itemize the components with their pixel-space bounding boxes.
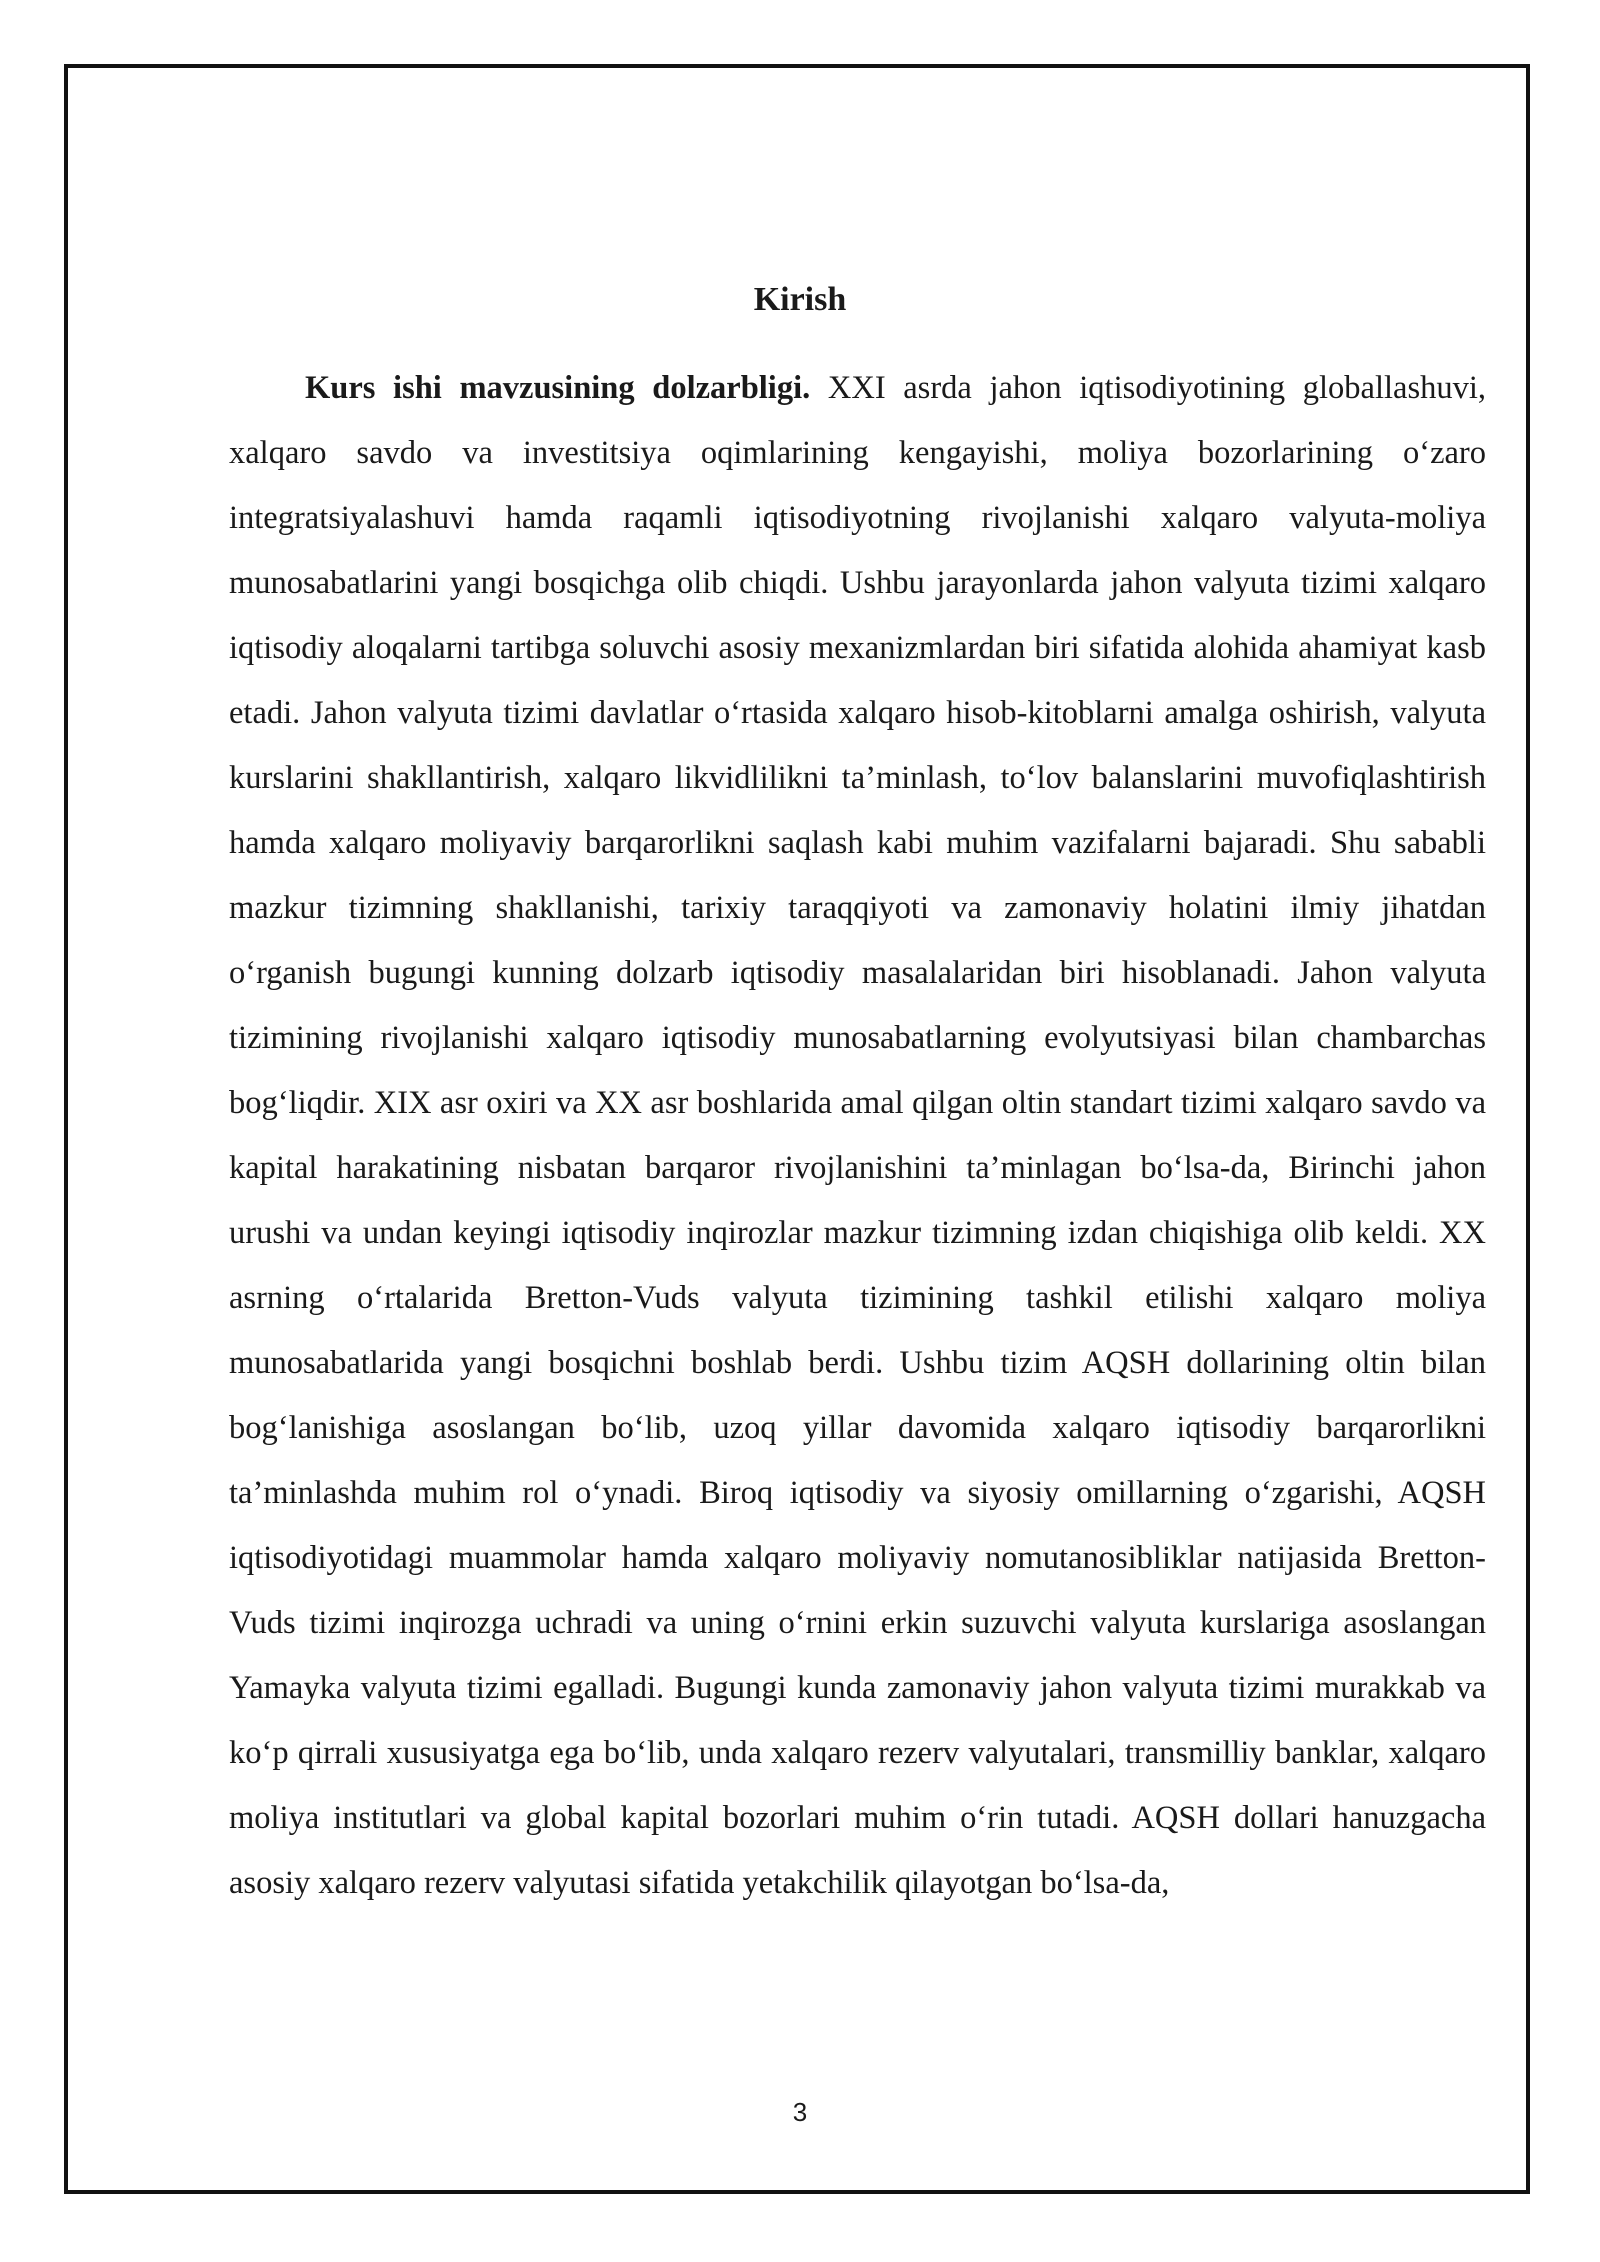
paragraph-text: XXI asrda jahon iqtisodiyotining globallashuvi, xalqaro savdo va investitsiya oqimlarining kengayishi, moliya bozorlarining o‘zaro integratsiyalashuvi hamda raqamli iqtisodiyotning rivojlanishi xalqaro valyuta-moliya munosabatlarini yangi bosqichga olib chiqdi. Ushbu jarayonlarda jahon valyuta tizimi xalqaro iqtisodiy aloqalarni tartibga soluvchi asosiy mexanizmlardan biri sifatida alohida ahamiyat kasb etadi. Jahon valyuta tizimi davlatlar o‘rtasida xalqaro hisob-kitoblarni amalga oshirish, valyuta kurslarini shakllantirish, xalqaro likvidlilikni ta’minlash, to‘lov balanslarini muvofiqlashtirish hamda xalqaro moliyaviy barqarorlikni saqlash kabi muhim vazifalarni bajaradi. Shu sababli mazkur tizimning shakllanishi, tarixiy taraqqiyoti va zamonaviy holatini ilmiy jihatdan o‘rganish bugungi kunning dolzarb iqtisodiy masalalaridan biri hisoblanadi. Jahon valyuta tizimining rivojlanishi xalqaro iqtisodiy munosabatlarning evolyutsiyasi bilan chambarchas bog‘liqdir. XIX asr oxiri va XX asr boshlarida amal qilgan oltin standart tizimi xalqaro savdo va kapital harakatining nisbatan barqaror rivojlanishini ta’minlagan bo‘lsa-da, Birinchi jahon urushi va undan keyingi iqtisodiy inqirozlar mazkur tizimning izdan chiqishiga olib keldi. XX asrning o‘rtalarida Bretton-Vuds valyuta tizimining tashkil etilishi xalqaro moliya munosabatlarida yangi bosqichni boshlab berdi. Ushbu tizim AQSH dollarining oltin bilan bog‘lanishiga asoslangan bo‘lib, uzoq yillar davomida xalqaro iqtisodiy barqarorlikni ta’minlashda muhim rol o‘ynadi. Biroq iqtisodiy va siyosiy omillarning o‘zgarishi, AQSH iqtisodiyotidagi muammolar hamda xalqaro moliyaviy nomutanosibliklar natijasida Bretton-Vuds tizimi inqirozga uchradi va uning o‘rnini erkin suzuvchi valyuta kurslariga asoslangan Yamayka valyuta tizimi egalladi. Bugungi kunda zamonaviy jahon valyuta tizimi murakkab va ko‘p qirrali xususiyatga ega bo‘lib, unda xalqaro rezerv valyutalari, transmilliy banklar, xalqaro moliya institutlari va global kapital bozorlari muhim o‘rin tutadi. AQSH dollari hanuzgacha asosiy xalqaro rezerv valyutasi sifatida yetakchilik qilayotgan bo‘lsa-da, [229,370,1486,1901]
section-heading: Kirish [753,281,847,318]
page-number: 3 [792,2097,808,2127]
body-paragraph [229,356,1486,1916]
paragraph-lead: Kurs ishi mavzusining dolzarbligi. [305,370,811,406]
